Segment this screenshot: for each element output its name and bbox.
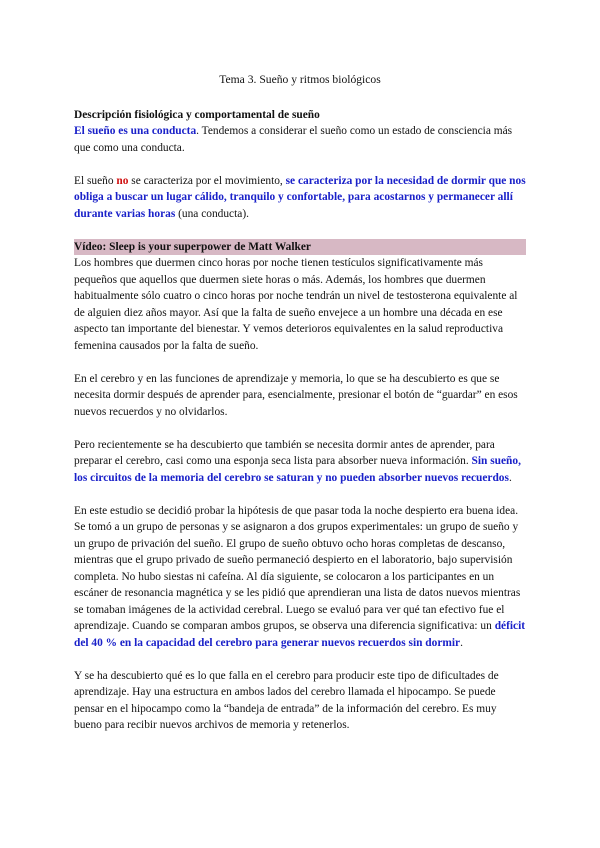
text-fragment: . Tendemos a considerar el sueño como un estado de consciencia más que como una conducta. — [74, 125, 513, 154]
paragraph-testosterone: Los hombres que duermen cinco horas por noche tienen testículos significativamente más pequeños que aquellos que duermen siete horas o más. Además, los hombres que duermen habitualmente sólo cuatro o cinco horas por noche tendrán un nivel de testosterona equivalente al de alguien diez años mayor. Así que la falta de sueño envejece a un hombre una década en ese aspecto tan importante del bienestar. Y vemos deterioros equivalentes en la salud reproductiva femenina causados por la falta de sueño. — [74, 257, 518, 352]
section-heading-physiology: Descripción fisiológica y comportamental de sueño — [74, 108, 320, 121]
paragraph-hippocampus: Y se ha descubierto qué es lo que falla en el cerebro para producir este tipo de dificultades de aprendizaje. Hay una estructura en ambos lados del cerebro llamada el hipocampo. Se puede pensar en el hipocampo como la “bandeja de entrada” de la información del cerebro. Es muy bueno para recibir nuevos archivos de memoria y retenerlos. — [74, 669, 499, 731]
text-fragment: (una conducta). — [175, 207, 249, 220]
text-fragment: se caracteriza por el movimiento, — [128, 174, 286, 187]
highlight-no: no — [116, 174, 129, 187]
text-fragment: El sueño — [74, 174, 117, 187]
paragraph-sleep-behavior — [74, 123, 526, 156]
highlight-40-percent-deficit: déficit del 40 % en la capacidad del cerebro para generar nuevos recuerdos sin dormir — [74, 620, 526, 649]
text-fragment: En este estudio se decidió probar la hipótesis de que pasar toda la noche despierto era buena idea. Se tomó a un grupo de personas y se asignaron a dos grupos experimentales: un grupo de sueño y un grupo de privación del sueño. El grupo de sueño obtuvo ocho horas completas de descanso, mientras que el grupo privado de sueño permaneció despierto en el laboratorio, bajo supervisión completa. No hubo siestas ni cafeína. Al día siguiente, se colocaron a los participantes en un escáner de resonancia magnética y se les pidió que aprendieran una lista de datos nuevos mientras se tomaban imágenes de la actividad cerebral. Luego se evaluó para ver qué tan efectivo fue el aprendizaje. Cuando se comparan ambos grupos, se observa una diferencia significativa: un — [74, 504, 521, 632]
paragraph-memory-save: En el cerebro y en las funciones de aprendizaje y memoria, lo que se ha descubierto es que se necesita dormir después de aprender para, esencialmente, presionar el botón de “guardar” en esos nuevos recuerdos y no olvidarlos. — [74, 372, 518, 418]
highlight-sleep-is-behavior: El sueño es una conducta — [74, 125, 197, 137]
highlight-sleep-need: se caracteriza por la necesidad de dormir que nos obliga a buscar un lugar cálido, tranquilo y confortable, para acostarnos y permanecer allí durante varias horas — [74, 174, 526, 220]
document-title: Tema 3. Sueño y ritmos biológicos — [219, 73, 381, 86]
paragraph-sleep-characteristics — [74, 173, 526, 223]
paragraph-sleep-before-learning — [74, 437, 526, 487]
text-fragment: . — [508, 471, 512, 484]
text-fragment: Pero recientemente se ha descubierto que también se necesita dormir antes de aprender, para preparar el cerebro, casi como una esponja seca lista para absorber nueva información. — [74, 438, 495, 467]
text-fragment: . — [460, 636, 463, 649]
paragraph-study — [74, 503, 526, 652]
section-heading-video: Vídeo: Sleep is your superpower de Matt Walker — [74, 239, 526, 256]
document-page — [74, 72, 526, 734]
highlight-memory-saturation: Sin sueño, los circuitos de la memoria del cerebro se saturan y no pueden absorber nuevos recuerdos — [74, 455, 521, 484]
